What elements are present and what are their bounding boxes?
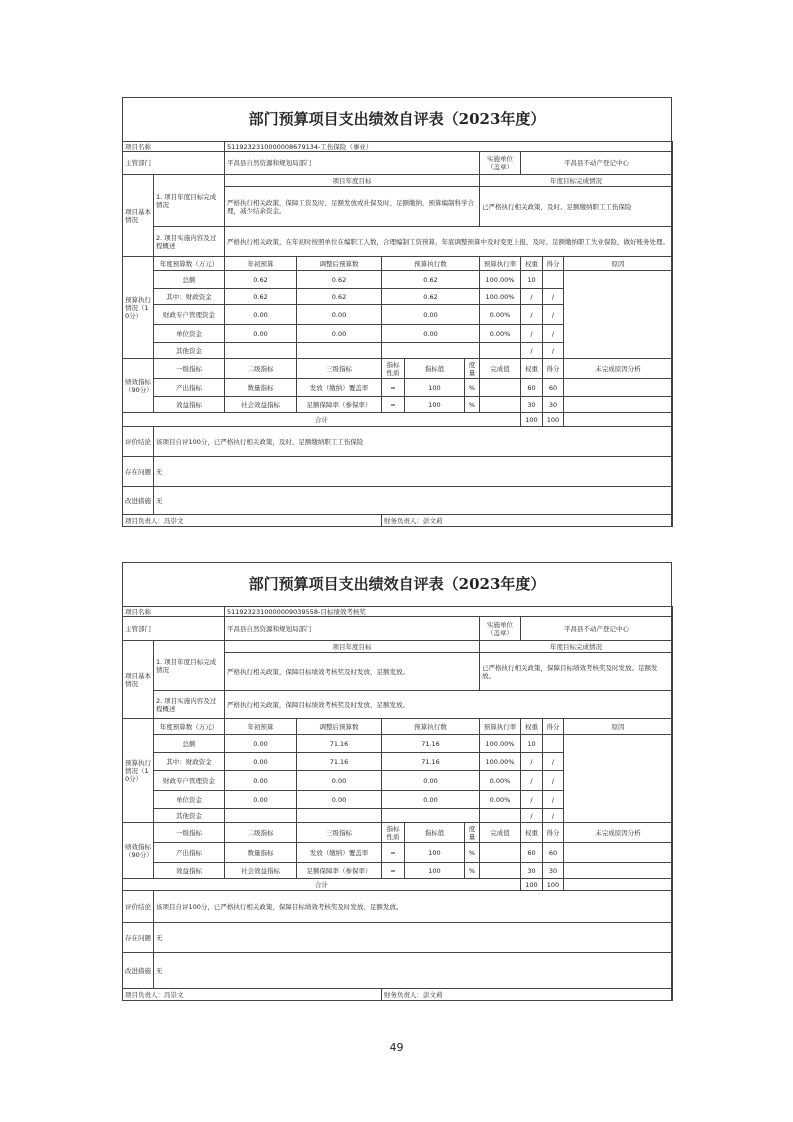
perf-cell xyxy=(480,863,521,879)
perf-cell: 效益指标 xyxy=(154,863,225,879)
execution-rate: 0.00% xyxy=(480,325,521,343)
adjusted-budget: 0.00 xyxy=(297,791,382,809)
problems-text: 无 xyxy=(154,923,673,953)
budget-row-label: 单位资金 xyxy=(154,325,225,343)
initial-budget: 0.00 xyxy=(225,305,297,325)
done-text: 已严格执行相关政策，保障目标绩效考核奖及时发放、足额发放。 xyxy=(480,653,673,691)
execution-rate xyxy=(480,809,521,823)
table-row xyxy=(123,397,673,413)
executed-amount: 0.00 xyxy=(382,791,480,809)
budget-section-label: 预算执行情况（10分） xyxy=(123,257,154,359)
execution-rate: 100.00% xyxy=(480,735,521,753)
table-row xyxy=(123,487,673,515)
executed-amount xyxy=(382,343,480,359)
perf-cell: 产出指标 xyxy=(154,379,225,397)
table-row xyxy=(123,257,673,271)
problems-label: 存在问题 xyxy=(123,923,154,953)
adjusted-budget: 0.00 xyxy=(297,305,382,325)
perf-cell xyxy=(480,379,521,397)
content-label: 2. 项目实施内容及过程概述 xyxy=(154,227,225,257)
initial-budget: 0.00 xyxy=(225,771,297,791)
budget-header: 年度预算数（万元） xyxy=(154,257,225,271)
dept-value: 平昌县自然资源和规划局部门 xyxy=(225,152,480,175)
budget-header: 得分 xyxy=(543,719,564,735)
project-name-label: 项目名称 xyxy=(123,607,225,617)
table-row xyxy=(123,823,673,843)
initial-budget: 0.00 xyxy=(225,325,297,343)
executed-amount: 0.62 xyxy=(382,271,480,289)
budget-header: 预算执行率 xyxy=(480,257,521,271)
perf-cell: 社会效益指标 xyxy=(225,397,297,413)
table-row xyxy=(123,152,673,175)
adjusted-budget: 71.16 xyxy=(297,753,382,771)
fm-name: 彭文莉 xyxy=(423,516,443,525)
fm-label: 财务负责人： xyxy=(384,990,423,999)
perf-cell: = xyxy=(382,397,405,413)
budget-row-label: 其中：财政资金 xyxy=(154,289,225,305)
table-row xyxy=(123,427,673,457)
weight: / xyxy=(521,305,543,325)
budget-row-label: 其他资金 xyxy=(154,809,225,823)
perf-cell: 足额保障率（参保率） xyxy=(297,863,382,879)
total-label: 合计 xyxy=(123,879,521,891)
perf-cell: = xyxy=(382,843,405,863)
goal-header: 项目年度目标 xyxy=(225,175,480,187)
budget-header: 权重 xyxy=(521,257,543,271)
budget-row-label: 其他资金 xyxy=(154,343,225,359)
perf-header: 指标值 xyxy=(405,359,465,379)
impl-unit-value: 平昌县不动产登记中心 xyxy=(521,152,673,175)
measures-label: 改进措施 xyxy=(123,487,154,515)
budget-section-label: 预算执行情况（10分） xyxy=(123,719,154,823)
executed-amount: 71.16 xyxy=(382,735,480,753)
score xyxy=(543,735,564,753)
cell xyxy=(564,879,673,891)
total-label: 合计 xyxy=(123,413,521,427)
budget-header: 年初预算 xyxy=(225,257,297,271)
perf-cell: 60 xyxy=(543,843,564,863)
project-manager xyxy=(123,515,382,527)
initial-budget: 0.62 xyxy=(225,289,297,305)
score: / xyxy=(543,753,564,771)
conclusion-text: 该项目自评100分，已严格执行相关政策，及时、足额缴纳职工工伤保险 xyxy=(154,427,673,457)
execution-rate: 100.00% xyxy=(480,271,521,289)
weight: / xyxy=(521,343,543,359)
executed-amount: 0.00 xyxy=(382,305,480,325)
perf-cell: 60 xyxy=(521,843,543,863)
perf-header: 得分 xyxy=(543,359,564,379)
perf-header: 度量 xyxy=(465,823,480,843)
perf-cell xyxy=(564,843,673,863)
perf-cell: % xyxy=(465,843,480,863)
executed-amount: 0.00 xyxy=(382,325,480,343)
budget-header: 预算执行数 xyxy=(382,257,480,271)
perf-header: 未完成原因分析 xyxy=(564,823,673,843)
done-header: 年度目标完成情况 xyxy=(480,175,673,187)
measures-label: 改进措施 xyxy=(123,953,154,989)
fm-name: 彭文莉 xyxy=(423,990,443,999)
initial-budget: 0.00 xyxy=(225,753,297,771)
table-row xyxy=(123,923,673,953)
total-score: 100 xyxy=(543,879,564,891)
perf-cell: = xyxy=(382,379,405,397)
perf-cell: 发放（缴纳）覆盖率 xyxy=(297,379,382,397)
perf-cell xyxy=(480,397,521,413)
perf-header: 指标性质 xyxy=(382,359,405,379)
execution-rate: 0.00% xyxy=(480,771,521,791)
table-row xyxy=(123,271,673,289)
adjusted-budget: 71.16 xyxy=(297,735,382,753)
total-weight: 100 xyxy=(521,879,543,891)
perf-section-label: 绩效指标（90分） xyxy=(123,823,154,879)
executed-amount: 0.00 xyxy=(382,771,480,791)
fm-label: 财务负责人： xyxy=(384,516,423,525)
perf-cell xyxy=(564,397,673,413)
perf-header: 指标性质 xyxy=(382,823,405,843)
score: / xyxy=(543,809,564,823)
adjusted-budget: 0.00 xyxy=(297,325,382,343)
perf-cell: 30 xyxy=(543,397,564,413)
score: / xyxy=(543,343,564,359)
weight: 10 xyxy=(521,735,543,753)
perf-cell: 100 xyxy=(405,397,465,413)
perf-cell: % xyxy=(465,863,480,879)
perf-cell: % xyxy=(465,397,480,413)
table-row xyxy=(123,413,673,427)
score xyxy=(543,271,564,289)
impl-unit-label: 实施单位（盖章） xyxy=(480,617,521,641)
table-row xyxy=(123,617,673,641)
score: / xyxy=(543,325,564,343)
executed-amount xyxy=(382,809,480,823)
reason-cell xyxy=(564,271,673,359)
conclusion-text: 该项目自评100分，已严格执行相关政策，保障目标绩效考核奖及时发放、足额发放。 xyxy=(154,891,673,923)
budget-header: 调整后预算数 xyxy=(297,257,382,271)
perf-cell xyxy=(564,863,673,879)
project-name-label: 项目名称 xyxy=(123,142,225,152)
score: / xyxy=(543,791,564,809)
table-row xyxy=(123,142,673,152)
perf-header: 度量 xyxy=(465,359,480,379)
perf-cell: 社会效益指标 xyxy=(225,863,297,879)
dept-label: 主管部门 xyxy=(123,152,225,175)
table-row xyxy=(123,359,673,379)
perf-cell: 30 xyxy=(521,863,543,879)
perf-header: 未完成原因分析 xyxy=(564,359,673,379)
adjusted-budget: 0.62 xyxy=(297,289,382,305)
goal-label: 1. 项目年度目标完成情况 xyxy=(154,641,225,691)
execution-rate xyxy=(480,343,521,359)
project-name-value: 511923231000000867913​4-工伤保险（事业） xyxy=(225,142,673,152)
executed-amount: 0.62 xyxy=(382,289,480,305)
pm-name: 冯崇文 xyxy=(164,990,184,999)
initial-budget: 0.62 xyxy=(225,271,297,289)
perf-cell: 足额保障率（参保率） xyxy=(297,397,382,413)
measures-text: 无 xyxy=(154,953,673,989)
perf-cell xyxy=(480,843,521,863)
budget-row-label: 单位资金 xyxy=(154,791,225,809)
perf-cell: 100 xyxy=(405,843,465,863)
perf-header: 二级指标 xyxy=(225,359,297,379)
self-evaluation-table-1 xyxy=(122,97,672,527)
perf-cell: 100 xyxy=(405,379,465,397)
initial-budget xyxy=(225,809,297,823)
perf-cell: 60 xyxy=(521,379,543,397)
budget-header: 预算执行率 xyxy=(480,719,521,735)
finance-manager xyxy=(382,515,673,527)
basic-info-label: 项目基本情况 xyxy=(123,641,154,719)
weight: 10 xyxy=(521,271,543,289)
budget-row-label: 总额 xyxy=(154,271,225,289)
executed-amount: 71.16 xyxy=(382,753,480,771)
weight: / xyxy=(521,753,543,771)
pm-label: 项目负责人： xyxy=(125,990,164,999)
table-row xyxy=(123,953,673,989)
goal-label: 1. 项目年度目标完成情况 xyxy=(154,175,225,227)
goal-text: 严格执行相关政策，保障工资及时、足额发放或社保及时、足额缴纳，预算编制科学合理，减少结余资金。 xyxy=(225,187,480,227)
perf-cell: 数量指标 xyxy=(225,843,297,863)
budget-row-label: 其中：财政资金 xyxy=(154,753,225,771)
perf-cell: 100 xyxy=(405,863,465,879)
table-title: 部门预算项目支出绩效自评表（2023年度） xyxy=(248,110,546,128)
impl-unit-value: 平昌县不动产登记中心 xyxy=(521,617,673,641)
goal-text: 严格执行相关政策，保障目标绩效考核奖及时发放、足额发放。 xyxy=(225,653,480,691)
perf-header: 三级指标 xyxy=(297,823,382,843)
total-score: 100 xyxy=(543,413,564,427)
content-text: 严格执行相关政策，保障目标绩效考核奖及时发放、足额发放。 xyxy=(225,691,673,719)
table-row xyxy=(123,691,673,719)
score: / xyxy=(543,771,564,791)
table-row xyxy=(123,515,673,527)
perf-header: 完成值 xyxy=(480,359,521,379)
project-name-value: 51192323100000090395​58-目标绩效考核奖 xyxy=(225,607,673,617)
budget-header: 预算执行数 xyxy=(382,719,480,735)
total-weight: 100 xyxy=(521,413,543,427)
weight: / xyxy=(521,771,543,791)
dept-value: 平昌县自然资源和规划局部门 xyxy=(225,617,480,641)
execution-rate: 0.00% xyxy=(480,791,521,809)
perf-header: 一级指标 xyxy=(154,823,225,843)
execution-rate: 100.00% xyxy=(480,753,521,771)
weight: / xyxy=(521,289,543,305)
budget-header: 原因 xyxy=(564,257,673,271)
done-text: 已严格执行相关政策，及时、足额缴纳职工工伤保险 xyxy=(480,187,673,227)
perf-cell: 效益指标 xyxy=(154,397,225,413)
reason-cell xyxy=(564,735,673,823)
table-row xyxy=(123,175,673,187)
perf-cell: 数量指标 xyxy=(225,379,297,397)
budget-header: 年度预算数（万元） xyxy=(154,719,225,735)
budget-header: 得分 xyxy=(543,257,564,271)
execution-rate: 0.00% xyxy=(480,305,521,325)
perf-cell: 发放（缴纳）覆盖率 xyxy=(297,843,382,863)
measures-text: 无 xyxy=(154,487,673,515)
initial-budget: 0.00 xyxy=(225,791,297,809)
adjusted-budget: 0.00 xyxy=(297,771,382,791)
table-row xyxy=(123,891,673,923)
weight: / xyxy=(521,809,543,823)
table-row xyxy=(123,735,673,753)
table-row xyxy=(123,641,673,653)
adjusted-budget xyxy=(297,343,382,359)
perf-header: 二级指标 xyxy=(225,823,297,843)
table-row xyxy=(123,863,673,879)
execution-rate: 100.00% xyxy=(480,289,521,305)
goal-header: 项目年度目标 xyxy=(225,641,480,653)
score: / xyxy=(543,289,564,305)
perf-cell: 30 xyxy=(521,397,543,413)
evaluation-grid xyxy=(122,141,673,527)
perf-cell: 30 xyxy=(543,863,564,879)
table-row xyxy=(123,879,673,891)
page-number: 49 xyxy=(389,1041,404,1054)
perf-header: 指标值 xyxy=(405,823,465,843)
perf-cell: 产出指标 xyxy=(154,843,225,863)
budget-row-label: 总额 xyxy=(154,735,225,753)
perf-header: 一级指标 xyxy=(154,359,225,379)
table-row xyxy=(123,379,673,397)
perf-header: 完成值 xyxy=(480,823,521,843)
budget-header: 原因 xyxy=(564,719,673,735)
budget-row-label: 财政专户管理资金 xyxy=(154,305,225,325)
budget-header: 权重 xyxy=(521,719,543,735)
budget-row-label: 财政专户管理资金 xyxy=(154,771,225,791)
basic-info-label: 项目基本情况 xyxy=(123,175,154,257)
perf-cell: % xyxy=(465,379,480,397)
self-evaluation-table-2 xyxy=(122,562,672,1001)
perf-cell: 60 xyxy=(543,379,564,397)
adjusted-budget xyxy=(297,809,382,823)
dept-label: 主管部门 xyxy=(123,617,225,641)
perf-header: 得分 xyxy=(543,823,564,843)
project-manager xyxy=(123,989,382,1001)
table-row xyxy=(123,457,673,487)
cell xyxy=(564,413,673,427)
initial-budget xyxy=(225,343,297,359)
done-header: 年度目标完成情况 xyxy=(480,641,673,653)
content-label: 2. 项目实施内容及过程概述 xyxy=(154,691,225,719)
weight: / xyxy=(521,791,543,809)
conclusion-label: 评价结论 xyxy=(123,427,154,457)
perf-header: 权重 xyxy=(521,359,543,379)
adjusted-budget: 0.62 xyxy=(297,271,382,289)
problems-text: 无 xyxy=(154,457,673,487)
table-row xyxy=(123,989,673,1001)
pm-label: 项目负责人： xyxy=(125,516,164,525)
budget-header: 年初预算 xyxy=(225,719,297,735)
pm-name: 冯崇文 xyxy=(164,516,184,525)
budget-header: 调整后预算数 xyxy=(297,719,382,735)
perf-cell: = xyxy=(382,863,405,879)
table-row xyxy=(123,607,673,617)
impl-unit-label: 实施单位（盖章） xyxy=(480,152,521,175)
conclusion-label: 评价结论 xyxy=(123,891,154,923)
initial-budget: 0.00 xyxy=(225,735,297,753)
finance-manager xyxy=(382,989,673,1001)
table-row xyxy=(123,843,673,863)
table-row xyxy=(123,227,673,257)
weight: / xyxy=(521,325,543,343)
score: / xyxy=(543,305,564,325)
table-title: 部门预算项目支出绩效自评表（2023年度） xyxy=(248,575,546,593)
evaluation-grid xyxy=(122,606,673,1001)
problems-label: 存在问题 xyxy=(123,457,154,487)
perf-cell xyxy=(564,379,673,397)
perf-header: 权重 xyxy=(521,823,543,843)
perf-section-label: 绩效指标（90分） xyxy=(123,359,154,413)
content-text: 严格执行相关政策，在年初时按照单位在编职工人数，合理编制工资预算，年底调整预算中及时变更上报，及时、足额缴纳职工失业保险，做好账务处理。 xyxy=(225,227,673,257)
perf-header: 三级指标 xyxy=(297,359,382,379)
table-row xyxy=(123,719,673,735)
